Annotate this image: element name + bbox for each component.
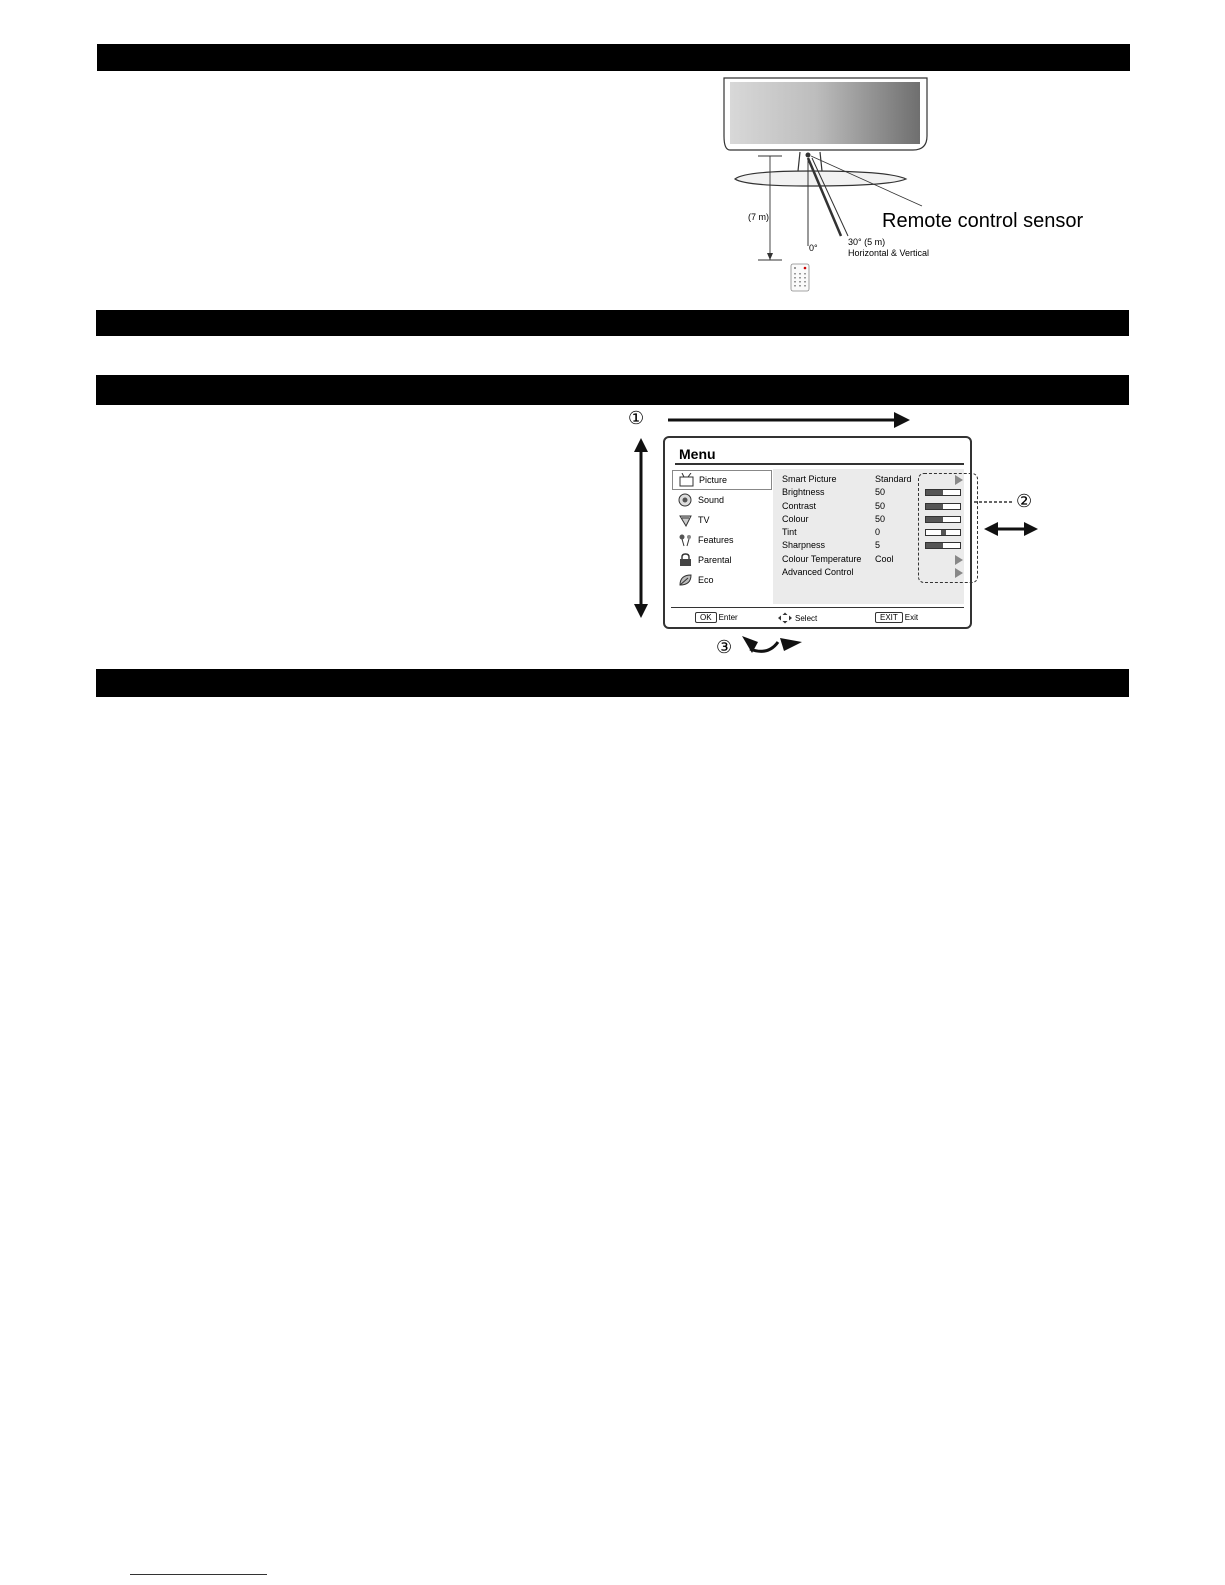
setting-label: Brightness: [782, 487, 825, 498]
category-label: Eco: [698, 575, 714, 585]
section-header-bar: [97, 44, 1130, 71]
category-label: TV: [698, 515, 710, 525]
ok-key: OK: [695, 612, 717, 623]
setting-label: Smart Picture: [782, 474, 837, 484]
menu-navigation-illustration: [628, 406, 1048, 666]
setting-value: Standard: [875, 474, 912, 484]
setting-label: Colour: [782, 513, 809, 524]
section-header-bar: [96, 310, 1129, 336]
tv-menu-screen: [663, 436, 972, 629]
callout-2: ②: [1016, 491, 1033, 511]
distance-label: (7 m): [748, 212, 769, 222]
setting-label: Tint: [782, 527, 797, 538]
category-label: Sound: [698, 495, 725, 505]
direction-pad-icon: [777, 612, 793, 624]
setting-label: Colour Temperature: [782, 553, 862, 564]
sensor-dot: [806, 153, 811, 158]
category-item-picture[interactable]: [672, 470, 772, 490]
category-label: Parental: [698, 555, 732, 565]
section-header-bar: [96, 669, 1129, 697]
setting-value: 50: [875, 513, 886, 524]
category-label: Features: [698, 535, 734, 545]
category-item-parental[interactable]: [672, 550, 772, 570]
leaf-icon: [678, 573, 694, 587]
adjustment-highlight-box: [918, 473, 978, 583]
footer-exit-hint: [875, 612, 918, 623]
section-header-bar: [96, 375, 1129, 405]
setting-value: 5: [875, 540, 881, 551]
enter-label: Enter: [718, 613, 738, 622]
speaker-icon: [678, 493, 694, 507]
tv-icon: [679, 473, 695, 487]
category-item-sound[interactable]: [672, 490, 772, 510]
tv-remote-sensor-illustration: [710, 76, 1100, 298]
menu-footer: [665, 610, 970, 626]
setting-value: 50: [875, 487, 886, 498]
category-item-eco[interactable]: [672, 570, 772, 590]
exit-key: EXIT: [875, 612, 903, 623]
satellite-icon: [678, 513, 694, 527]
menu-title-rule: [675, 463, 964, 465]
tv-drawing: [710, 76, 1100, 298]
footnote-rule: [130, 1574, 267, 1575]
zero-angle-label: 0°: [809, 243, 818, 253]
category-list: [672, 470, 772, 590]
menu-title: Menu: [679, 446, 716, 462]
category-item-features[interactable]: [672, 530, 772, 550]
tv-screen: [730, 82, 920, 144]
category-label: Picture: [699, 475, 728, 485]
setting-label: Sharpness: [782, 540, 826, 551]
menu-footer-rule: [671, 607, 964, 608]
exit-label: Exit: [904, 613, 919, 622]
angle-label: 30° (5 m): [848, 237, 886, 247]
sensor-label: Remote control sensor: [882, 210, 1084, 232]
category-item-tv[interactable]: [672, 510, 772, 530]
tv-stand: [735, 171, 906, 186]
setting-label: Contrast: [782, 500, 817, 511]
features-icon: [678, 533, 694, 547]
callout-1: ①: [628, 408, 645, 428]
footer-select-hint: [777, 612, 817, 624]
lock-icon: [678, 553, 694, 567]
setting-value: Cool: [875, 553, 894, 564]
setting-label: Advanced Control: [782, 567, 854, 578]
setting-value: 50: [875, 500, 886, 511]
direction-label: Horizontal & Vertical: [848, 248, 930, 258]
footer-enter-hint: [695, 612, 738, 623]
select-label: Select: [795, 613, 818, 623]
setting-value: 0: [875, 527, 881, 538]
callout-3: ③: [716, 637, 733, 657]
